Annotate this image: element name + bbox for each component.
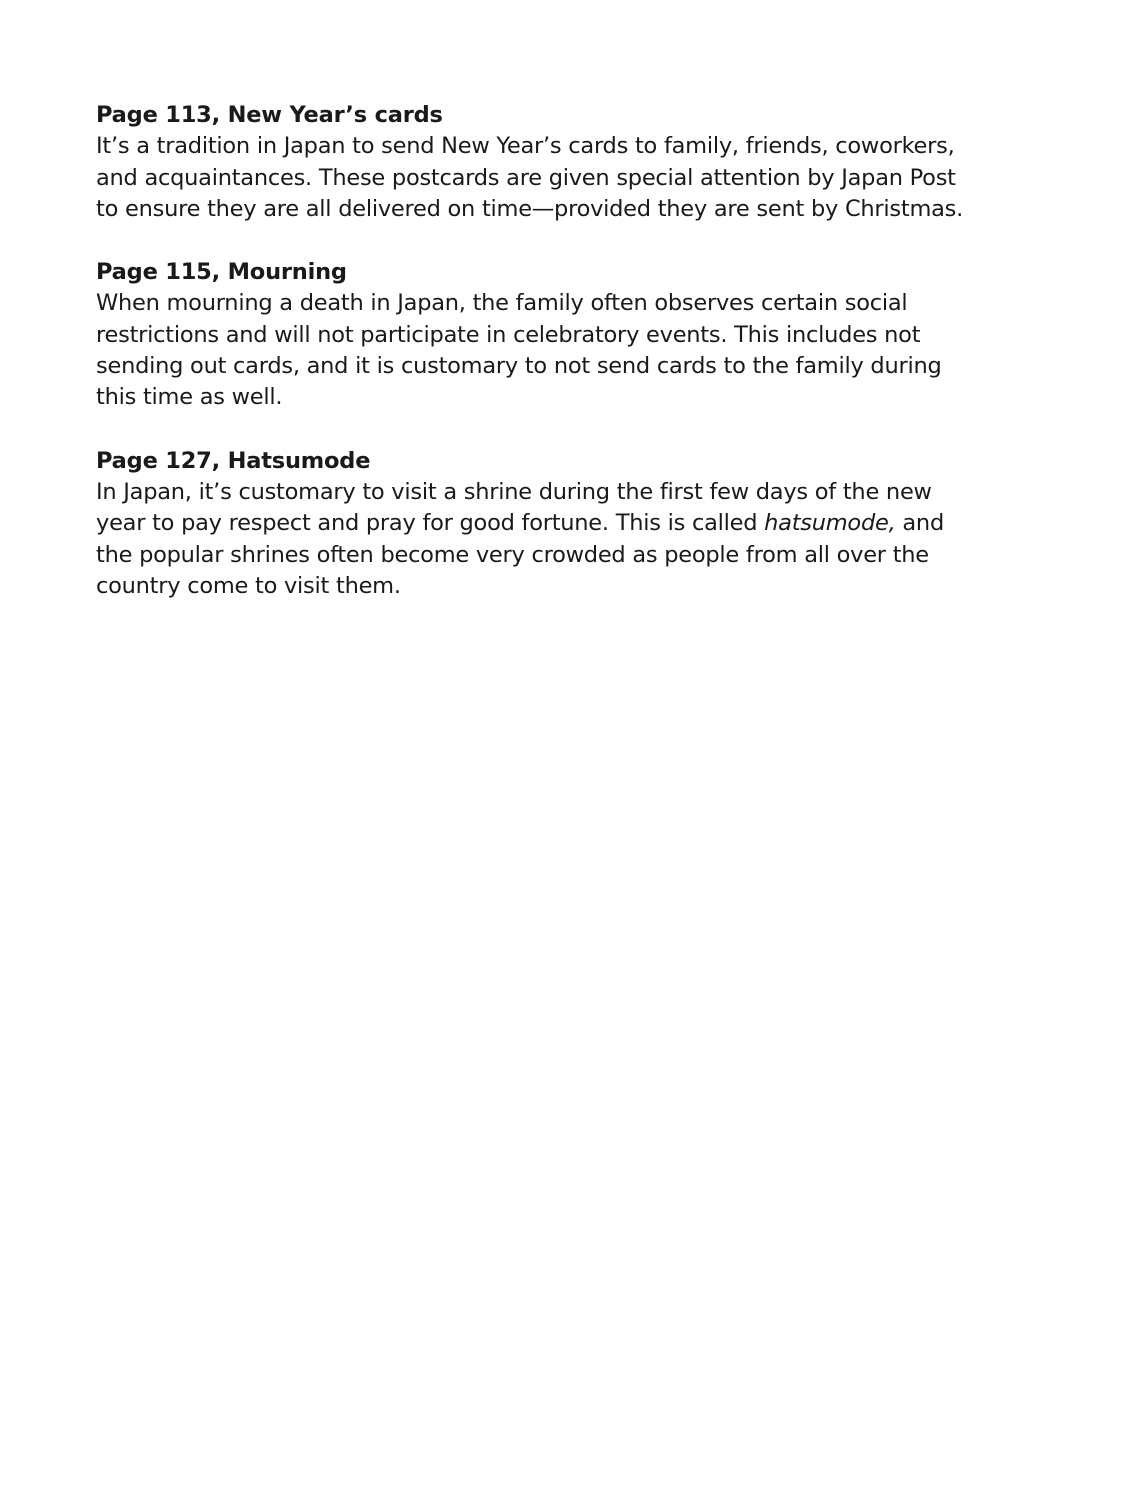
text-line: restrictions and will not participate in celebratory events. This includes not bbox=[96, 321, 921, 348]
note-new-years-cards bbox=[96, 100, 1056, 225]
note-heading: Page 127, Hatsumode bbox=[96, 447, 371, 474]
note-mourning bbox=[96, 257, 1056, 413]
text-line: In Japan, it’s customary to visit a shrine during the first few days of the new bbox=[96, 478, 932, 505]
text-fragment: and bbox=[902, 510, 944, 537]
text-line-with-term bbox=[96, 508, 1056, 539]
text-line: When mourning a death in Japan, the family often observes certain social bbox=[96, 290, 908, 317]
note-heading: Page 115, Mourning bbox=[96, 259, 347, 286]
note-body bbox=[96, 477, 1056, 602]
text-fragment: year to pay respect and pray for good fortune. This is called bbox=[96, 510, 758, 537]
text-line: the popular shrines often become very crowded as people from all over the bbox=[96, 541, 929, 568]
note-body bbox=[96, 288, 1056, 413]
text-line: this time as well. bbox=[96, 384, 283, 411]
note-heading: Page 113, New Year’s cards bbox=[96, 102, 443, 128]
note-body bbox=[96, 131, 1056, 225]
italic-term: hatsumode, bbox=[764, 510, 896, 537]
text-line: country come to visit them. bbox=[96, 572, 401, 599]
notes-column bbox=[96, 100, 1056, 634]
text-line: to ensure they are all delivered on time—provided they are sent by Christmas. bbox=[96, 195, 964, 222]
note-hatsumode bbox=[96, 446, 1056, 602]
text-line: and acquaintances. These postcards are given special attention by Japan Post bbox=[96, 164, 956, 191]
text-line: sending out cards, and it is customary to not send cards to the family during bbox=[96, 353, 942, 380]
text-line: It’s a tradition in Japan to send New Year’s cards to family, friends, coworkers, bbox=[96, 133, 955, 160]
